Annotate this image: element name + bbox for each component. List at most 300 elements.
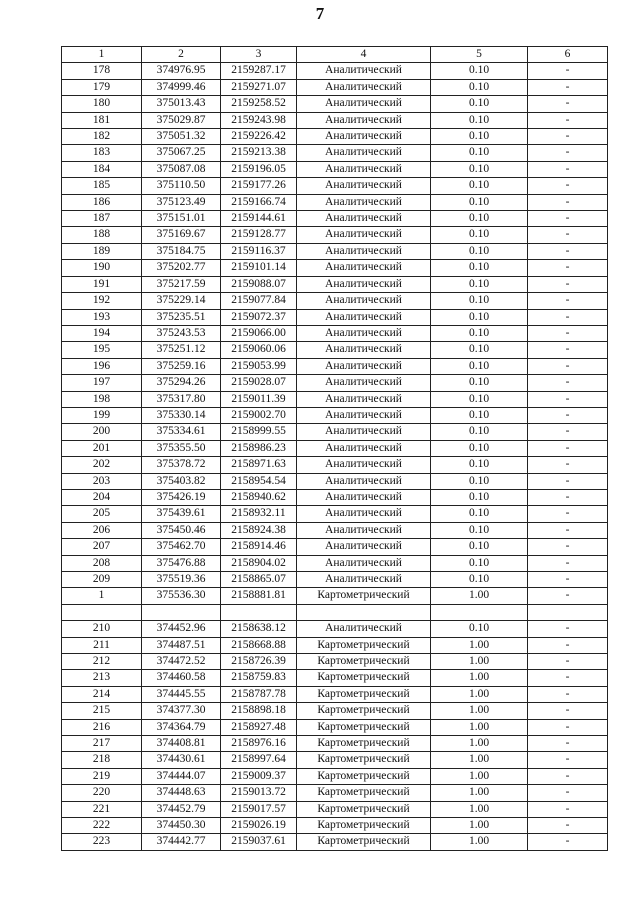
y-coordinate-cell: 2159011.39: [221, 391, 297, 407]
table-row: [62, 506, 608, 522]
method-cell: Аналитический: [297, 506, 431, 522]
table-row: [62, 572, 608, 588]
table-row: [62, 424, 608, 440]
table-row: [62, 342, 608, 358]
point-number-cell: 178: [62, 63, 142, 79]
point-number-cell: 217: [62, 736, 142, 752]
table-row: [62, 670, 608, 686]
point-number-cell: 183: [62, 145, 142, 161]
table-row: [62, 834, 608, 850]
accuracy-cell: 0.10: [431, 489, 528, 505]
method-cell: Аналитический: [297, 79, 431, 95]
table-body: [62, 63, 608, 850]
note-cell: -: [528, 752, 608, 768]
accuracy-cell: 1.00: [431, 736, 528, 752]
point-number-cell: 206: [62, 522, 142, 538]
table-row: [62, 309, 608, 325]
method-cell: Аналитический: [297, 457, 431, 473]
method-cell: Аналитический: [297, 178, 431, 194]
point-number-cell: 189: [62, 243, 142, 259]
y-coordinate-cell: 2159037.61: [221, 834, 297, 850]
table-row: [62, 243, 608, 259]
y-coordinate-cell: 2159226.42: [221, 129, 297, 145]
accuracy-cell: 0.10: [431, 522, 528, 538]
point-number-cell: 207: [62, 539, 142, 555]
table-row: [62, 768, 608, 784]
accuracy-cell: 1.00: [431, 834, 528, 850]
table-row: [62, 621, 608, 637]
method-cell: Аналитический: [297, 293, 431, 309]
x-coordinate-cell: 374430.61: [142, 752, 221, 768]
note-cell: -: [528, 506, 608, 522]
method-cell: Аналитический: [297, 473, 431, 489]
accuracy-cell: 0.10: [431, 325, 528, 341]
y-coordinate-cell: 2158898.18: [221, 703, 297, 719]
table-row: [62, 375, 608, 391]
point-number-cell: 219: [62, 768, 142, 784]
x-coordinate-cell: 375029.87: [142, 112, 221, 128]
accuracy-cell: 1.00: [431, 768, 528, 784]
y-coordinate-cell: 2158986.23: [221, 440, 297, 456]
method-cell: Картометрический: [297, 736, 431, 752]
accuracy-cell: 0.10: [431, 194, 528, 210]
method-cell: Картометрический: [297, 637, 431, 653]
method-cell: Аналитический: [297, 211, 431, 227]
method-cell: Картометрический: [297, 834, 431, 850]
point-number-cell: 193: [62, 309, 142, 325]
method-cell: Картометрический: [297, 752, 431, 768]
x-coordinate-cell: 374452.96: [142, 621, 221, 637]
table-row: [62, 703, 608, 719]
note-cell: -: [528, 686, 608, 702]
note-cell: -: [528, 440, 608, 456]
x-coordinate-cell: 375259.16: [142, 358, 221, 374]
x-coordinate-cell: 375426.19: [142, 489, 221, 505]
x-coordinate-cell: 374408.81: [142, 736, 221, 752]
y-coordinate-cell: 2158999.55: [221, 424, 297, 440]
x-coordinate-cell: 374445.55: [142, 686, 221, 702]
method-cell: Аналитический: [297, 309, 431, 325]
note-cell: -: [528, 145, 608, 161]
table-row: [62, 79, 608, 95]
accuracy-cell: 0.10: [431, 358, 528, 374]
y-coordinate-cell: 2158759.83: [221, 670, 297, 686]
point-number-cell: 194: [62, 325, 142, 341]
note-cell: -: [528, 555, 608, 571]
accuracy-cell: 0.10: [431, 112, 528, 128]
note-cell: -: [528, 161, 608, 177]
table-row: [62, 785, 608, 801]
note-cell: -: [528, 293, 608, 309]
accuracy-cell: 0.10: [431, 407, 528, 423]
accuracy-cell: 0.10: [431, 129, 528, 145]
table-row: [62, 818, 608, 834]
y-coordinate-cell: 2158881.81: [221, 588, 297, 604]
accuracy-cell: 0.10: [431, 375, 528, 391]
accuracy-cell: 0.10: [431, 243, 528, 259]
y-coordinate-cell: 2158787.78: [221, 686, 297, 702]
point-number-cell: 190: [62, 260, 142, 276]
method-cell: Аналитический: [297, 276, 431, 292]
column-header: 2: [142, 47, 221, 63]
column-header: 3: [221, 47, 297, 63]
method-cell: Аналитический: [297, 63, 431, 79]
table-row: [62, 391, 608, 407]
point-number-cell: 185: [62, 178, 142, 194]
note-cell: -: [528, 112, 608, 128]
y-coordinate-cell: 2158954.54: [221, 473, 297, 489]
table-row: [62, 686, 608, 702]
table-row: [62, 260, 608, 276]
point-number-cell: 211: [62, 637, 142, 653]
x-coordinate-cell: 375229.14: [142, 293, 221, 309]
accuracy-cell: 0.10: [431, 63, 528, 79]
column-header: 4: [297, 47, 431, 63]
accuracy-cell: 0.10: [431, 211, 528, 227]
note-cell: -: [528, 834, 608, 850]
method-cell: [297, 604, 431, 620]
point-number-cell: 214: [62, 686, 142, 702]
x-coordinate-cell: 375378.72: [142, 457, 221, 473]
point-number-cell: 195: [62, 342, 142, 358]
x-coordinate-cell: 375051.32: [142, 129, 221, 145]
point-number-cell: 201: [62, 440, 142, 456]
x-coordinate-cell: 374452.79: [142, 801, 221, 817]
note-cell: -: [528, 473, 608, 489]
point-number-cell: 213: [62, 670, 142, 686]
accuracy-cell: 1.00: [431, 703, 528, 719]
y-coordinate-cell: 2158924.38: [221, 522, 297, 538]
x-coordinate-cell: 375251.12: [142, 342, 221, 358]
note-cell: -: [528, 736, 608, 752]
point-number-cell: 191: [62, 276, 142, 292]
note-cell: -: [528, 818, 608, 834]
accuracy-cell: 1.00: [431, 588, 528, 604]
x-coordinate-cell: 374999.46: [142, 79, 221, 95]
x-coordinate-cell: 375450.46: [142, 522, 221, 538]
point-number-cell: 184: [62, 161, 142, 177]
x-coordinate-cell: 374487.51: [142, 637, 221, 653]
table-row: [62, 588, 608, 604]
table-row: [62, 440, 608, 456]
accuracy-cell: 0.10: [431, 555, 528, 571]
point-number-cell: 179: [62, 79, 142, 95]
y-coordinate-cell: 2159088.07: [221, 276, 297, 292]
note-cell: -: [528, 358, 608, 374]
y-coordinate-cell: 2159066.00: [221, 325, 297, 341]
point-number-cell: 223: [62, 834, 142, 850]
x-coordinate-cell: 375151.01: [142, 211, 221, 227]
method-cell: Картометрический: [297, 768, 431, 784]
y-coordinate-cell: 2158997.64: [221, 752, 297, 768]
accuracy-cell: 0.10: [431, 621, 528, 637]
method-cell: Аналитический: [297, 572, 431, 588]
point-number-cell: 210: [62, 621, 142, 637]
x-coordinate-cell: 375110.50: [142, 178, 221, 194]
point-number-cell: 199: [62, 407, 142, 423]
accuracy-cell: 0.10: [431, 293, 528, 309]
accuracy-cell: 0.10: [431, 178, 528, 194]
table-row: [62, 178, 608, 194]
table-header-row: [62, 47, 608, 63]
accuracy-cell: 0.10: [431, 161, 528, 177]
note-cell: -: [528, 522, 608, 538]
table-row: [62, 161, 608, 177]
method-cell: Аналитический: [297, 424, 431, 440]
method-cell: Аналитический: [297, 243, 431, 259]
x-coordinate-cell: 375202.77: [142, 260, 221, 276]
table-row: [62, 654, 608, 670]
x-coordinate-cell: 375536.30: [142, 588, 221, 604]
method-cell: Картометрический: [297, 670, 431, 686]
y-coordinate-cell: 2158940.62: [221, 489, 297, 505]
method-cell: Аналитический: [297, 161, 431, 177]
y-coordinate-cell: 2158865.07: [221, 572, 297, 588]
method-cell: Картометрический: [297, 818, 431, 834]
note-cell: -: [528, 703, 608, 719]
method-cell: Аналитический: [297, 194, 431, 210]
note-cell: -: [528, 785, 608, 801]
y-coordinate-cell: 2159072.37: [221, 309, 297, 325]
method-cell: Аналитический: [297, 375, 431, 391]
accuracy-cell: 0.10: [431, 260, 528, 276]
point-number-cell: 216: [62, 719, 142, 735]
method-cell: Аналитический: [297, 342, 431, 358]
y-coordinate-cell: 2158932.11: [221, 506, 297, 522]
note-cell: [528, 604, 608, 620]
accuracy-cell: 1.00: [431, 818, 528, 834]
method-cell: Аналитический: [297, 260, 431, 276]
table-row: [62, 96, 608, 112]
note-cell: -: [528, 309, 608, 325]
note-cell: -: [528, 178, 608, 194]
point-number-cell: 196: [62, 358, 142, 374]
note-cell: -: [528, 276, 608, 292]
accuracy-cell: 0.10: [431, 506, 528, 522]
note-cell: -: [528, 654, 608, 670]
accuracy-cell: 1.00: [431, 670, 528, 686]
x-coordinate-cell: 375403.82: [142, 473, 221, 489]
y-coordinate-cell: 2159026.19: [221, 818, 297, 834]
y-coordinate-cell: 2159258.52: [221, 96, 297, 112]
x-coordinate-cell: 375330.14: [142, 407, 221, 423]
x-coordinate-cell: 375087.08: [142, 161, 221, 177]
accuracy-cell: 0.10: [431, 276, 528, 292]
accuracy-cell: 0.10: [431, 473, 528, 489]
note-cell: -: [528, 211, 608, 227]
x-coordinate-cell: 374450.30: [142, 818, 221, 834]
y-coordinate-cell: 2159101.14: [221, 260, 297, 276]
point-number-cell: 222: [62, 818, 142, 834]
note-cell: -: [528, 407, 608, 423]
page-number: 7: [315, 4, 325, 23]
y-coordinate-cell: 2159213.38: [221, 145, 297, 161]
accuracy-cell: 0.10: [431, 424, 528, 440]
accuracy-cell: 1.00: [431, 686, 528, 702]
point-number-cell: 203: [62, 473, 142, 489]
point-number-cell: 188: [62, 227, 142, 243]
note-cell: -: [528, 457, 608, 473]
table-row: [62, 604, 608, 620]
method-cell: Аналитический: [297, 325, 431, 341]
method-cell: Аналитический: [297, 489, 431, 505]
method-cell: Картометрический: [297, 654, 431, 670]
x-coordinate-cell: 375169.67: [142, 227, 221, 243]
table-row: [62, 719, 608, 735]
accuracy-cell: 0.10: [431, 539, 528, 555]
accuracy-cell: 0.10: [431, 342, 528, 358]
table-row: [62, 522, 608, 538]
y-coordinate-cell: 2159166.74: [221, 194, 297, 210]
method-cell: Аналитический: [297, 539, 431, 555]
accuracy-cell: 0.10: [431, 440, 528, 456]
x-coordinate-cell: 375439.61: [142, 506, 221, 522]
y-coordinate-cell: 2158914.46: [221, 539, 297, 555]
table-row: [62, 457, 608, 473]
note-cell: -: [528, 424, 608, 440]
table-row: [62, 752, 608, 768]
x-coordinate-cell: 374448.63: [142, 785, 221, 801]
note-cell: -: [528, 96, 608, 112]
y-coordinate-cell: 2158976.16: [221, 736, 297, 752]
x-coordinate-cell: 375462.70: [142, 539, 221, 555]
table-row: [62, 801, 608, 817]
accuracy-cell: 0.10: [431, 309, 528, 325]
x-coordinate-cell: 375123.49: [142, 194, 221, 210]
method-cell: Аналитический: [297, 407, 431, 423]
coordinates-table: [61, 46, 608, 851]
accuracy-cell: 1.00: [431, 801, 528, 817]
point-number-cell: 221: [62, 801, 142, 817]
x-coordinate-cell: 375334.61: [142, 424, 221, 440]
y-coordinate-cell: 2159077.84: [221, 293, 297, 309]
accuracy-cell: 0.10: [431, 227, 528, 243]
x-coordinate-cell: 374364.79: [142, 719, 221, 735]
accuracy-cell: 0.10: [431, 96, 528, 112]
column-header: 6: [528, 47, 608, 63]
x-coordinate-cell: 375355.50: [142, 440, 221, 456]
x-coordinate-cell: 374460.58: [142, 670, 221, 686]
point-number-cell: 182: [62, 129, 142, 145]
x-coordinate-cell: 375184.75: [142, 243, 221, 259]
table-row: [62, 555, 608, 571]
accuracy-cell: [431, 604, 528, 620]
method-cell: Картометрический: [297, 703, 431, 719]
y-coordinate-cell: 2159002.70: [221, 407, 297, 423]
x-coordinate-cell: 374444.07: [142, 768, 221, 784]
y-coordinate-cell: [221, 604, 297, 620]
table-row: [62, 407, 608, 423]
point-number-cell: 197: [62, 375, 142, 391]
x-coordinate-cell: [142, 604, 221, 620]
column-header: 5: [431, 47, 528, 63]
table-row: [62, 227, 608, 243]
point-number-cell: 208: [62, 555, 142, 571]
point-number-cell: 1: [62, 588, 142, 604]
point-number-cell: 186: [62, 194, 142, 210]
note-cell: -: [528, 342, 608, 358]
note-cell: -: [528, 489, 608, 505]
accuracy-cell: 0.10: [431, 457, 528, 473]
note-cell: -: [528, 572, 608, 588]
y-coordinate-cell: 2159028.07: [221, 375, 297, 391]
table-row: [62, 489, 608, 505]
accuracy-cell: 1.00: [431, 637, 528, 653]
y-coordinate-cell: 2159287.17: [221, 63, 297, 79]
table-row: [62, 473, 608, 489]
point-number-cell: 209: [62, 572, 142, 588]
point-number-cell: 198: [62, 391, 142, 407]
table-row: [62, 325, 608, 341]
point-number-cell: 180: [62, 96, 142, 112]
y-coordinate-cell: 2159144.61: [221, 211, 297, 227]
point-number-cell: 187: [62, 211, 142, 227]
method-cell: Аналитический: [297, 227, 431, 243]
table-row: [62, 276, 608, 292]
x-coordinate-cell: 375519.36: [142, 572, 221, 588]
table-row: [62, 539, 608, 555]
y-coordinate-cell: 2159128.77: [221, 227, 297, 243]
y-coordinate-cell: 2158668.88: [221, 637, 297, 653]
table-row: [62, 637, 608, 653]
note-cell: -: [528, 670, 608, 686]
note-cell: -: [528, 243, 608, 259]
method-cell: Аналитический: [297, 391, 431, 407]
note-cell: -: [528, 391, 608, 407]
y-coordinate-cell: 2159009.37: [221, 768, 297, 784]
note-cell: -: [528, 539, 608, 555]
accuracy-cell: 1.00: [431, 752, 528, 768]
point-number-cell: 202: [62, 457, 142, 473]
note-cell: -: [528, 79, 608, 95]
method-cell: Картометрический: [297, 801, 431, 817]
note-cell: -: [528, 227, 608, 243]
table-row: [62, 145, 608, 161]
note-cell: -: [528, 325, 608, 341]
table-row: [62, 358, 608, 374]
point-number-cell: 218: [62, 752, 142, 768]
point-number-cell: 181: [62, 112, 142, 128]
accuracy-cell: 1.00: [431, 654, 528, 670]
y-coordinate-cell: 2159243.98: [221, 112, 297, 128]
y-coordinate-cell: 2159271.07: [221, 79, 297, 95]
accuracy-cell: 0.10: [431, 79, 528, 95]
method-cell: Картометрический: [297, 686, 431, 702]
note-cell: -: [528, 129, 608, 145]
note-cell: -: [528, 637, 608, 653]
table-row: [62, 129, 608, 145]
y-coordinate-cell: 2159013.72: [221, 785, 297, 801]
method-cell: Картометрический: [297, 785, 431, 801]
point-number-cell: [62, 604, 142, 620]
point-number-cell: 215: [62, 703, 142, 719]
x-coordinate-cell: 375235.51: [142, 309, 221, 325]
x-coordinate-cell: 374442.77: [142, 834, 221, 850]
table-row: [62, 293, 608, 309]
x-coordinate-cell: 375476.88: [142, 555, 221, 571]
x-coordinate-cell: 375217.59: [142, 276, 221, 292]
y-coordinate-cell: 2159017.57: [221, 801, 297, 817]
table-row: [62, 63, 608, 79]
y-coordinate-cell: 2159177.26: [221, 178, 297, 194]
method-cell: Аналитический: [297, 522, 431, 538]
y-coordinate-cell: 2159060.06: [221, 342, 297, 358]
x-coordinate-cell: 375317.80: [142, 391, 221, 407]
x-coordinate-cell: 374472.52: [142, 654, 221, 670]
note-cell: -: [528, 194, 608, 210]
note-cell: -: [528, 768, 608, 784]
method-cell: Аналитический: [297, 555, 431, 571]
